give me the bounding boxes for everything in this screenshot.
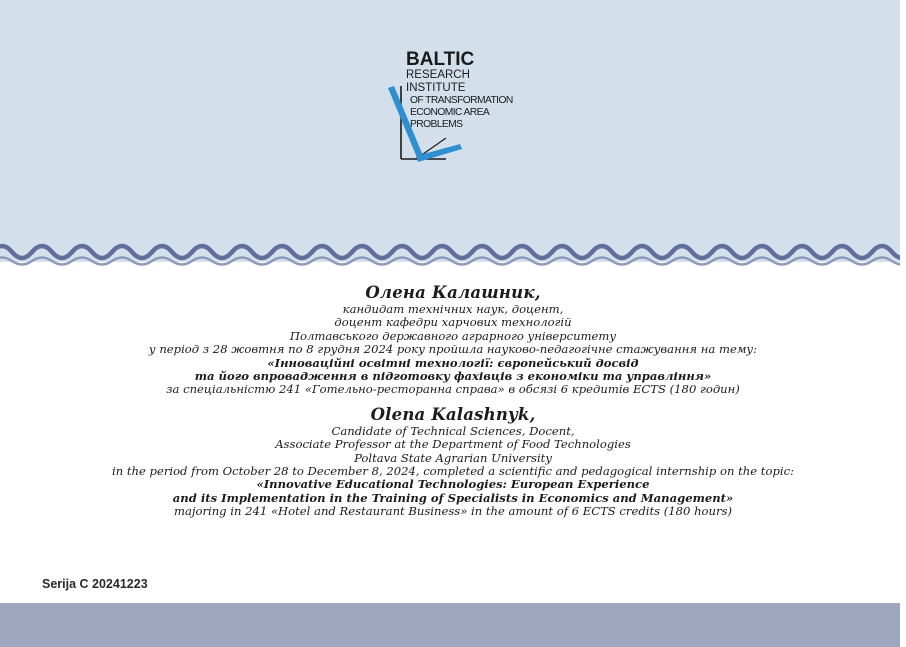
- en-university: Poltava State Agrarian University: [354, 450, 552, 465]
- uk-degree: кандидат технічних наук, доцент,: [342, 302, 564, 316]
- institute-logo: [384, 46, 524, 168]
- logo-text-line6: PROBLEMS: [410, 119, 463, 130]
- logo-text-line3: INSTITUTE: [406, 82, 466, 94]
- en-position: Associate Professor at the Department of Food Technologies: [275, 437, 631, 452]
- en-period: in the period from October 28 to December 8, 2024, completed a scientific and pedagogical internship on the topic:: [112, 464, 794, 479]
- wave-line-bottom: [0, 258, 906, 265]
- uk-university: Полтавського державного аграрного університету: [289, 328, 617, 343]
- recipient-name-english: Olena Kalashnyk,: [370, 404, 536, 424]
- certificate-body: [0, 283, 906, 519]
- logo-text-line5: ECONOMIC AREA: [410, 107, 490, 118]
- uk-topic-line1: «Інноваційні освітні технології: європейський досвід: [267, 355, 639, 370]
- en-topic-line1: «Innovative Educational Technologies: European Experience: [256, 477, 650, 492]
- uk-specialty: за спеціальністю 241 «Готельно-ресторанна справа» в обсязі 6 кредитів ECTS (180 годин): [166, 382, 740, 397]
- logo-text-line1: BALTIC: [406, 49, 475, 70]
- uk-topic-line2: та його впровадження в підготовку фахівців з економіки та управління»: [194, 369, 712, 384]
- uk-position: доцент кафедри харчових технологій: [334, 315, 572, 330]
- footer-band: [0, 603, 906, 647]
- logo-text-line4: OF TRANSFORMATION: [410, 95, 513, 106]
- en-topic-line2: and its Implementation in the Training of Specialists in Economics and Management»: [172, 490, 734, 505]
- serial-number: Serija C 20241223: [42, 577, 148, 591]
- right-margin: [900, 0, 906, 647]
- wave-border: [0, 236, 906, 270]
- en-specialty: majoring in 241 «Hotel and Restaurant Business» in the amount of 6 ECTS credits (180 hours): [173, 504, 733, 519]
- logo-text-line2: RESEARCH: [406, 69, 470, 81]
- wave-line-top: [0, 246, 906, 258]
- en-degree: Candidate of Technical Sciences, Docent,: [331, 423, 575, 438]
- uk-period: у період з 28 жовтня по 8 грудня 2024 року пройшла науково-педагогічне стажування на тему:: [148, 342, 758, 357]
- recipient-name-ukrainian: Олена Калашник,: [365, 283, 541, 302]
